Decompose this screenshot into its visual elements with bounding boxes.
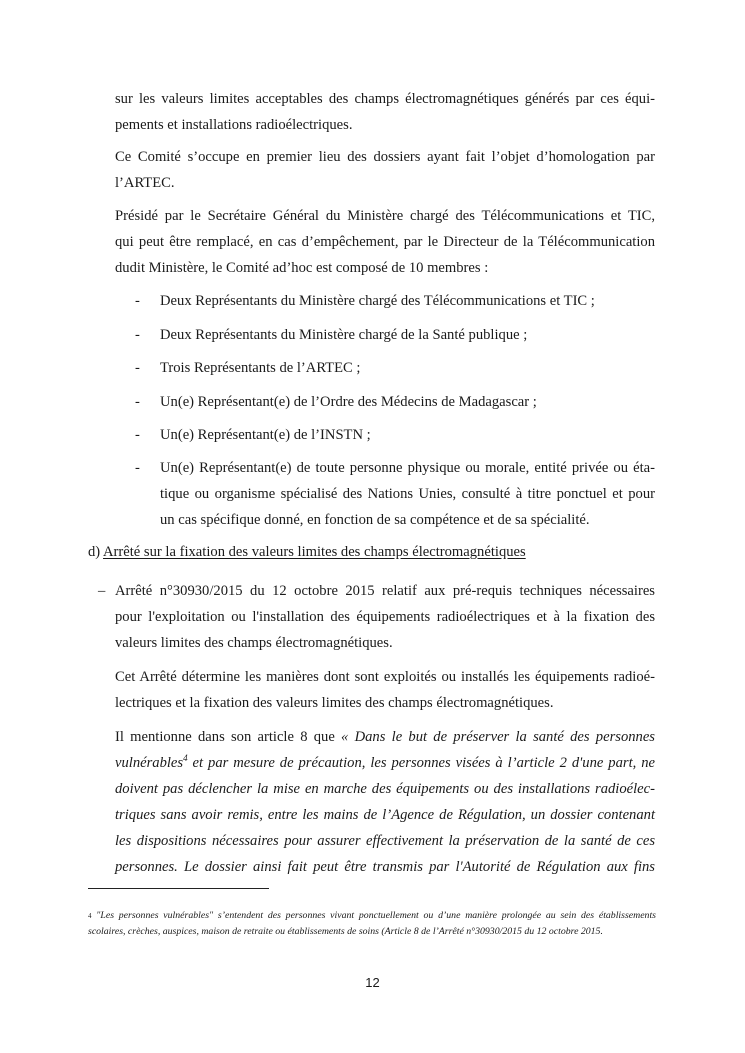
line: Ce Comité s’occupe en premier lieu des dossiers ayant fait l’objet d’homologation par bbox=[115, 149, 655, 165]
footnote-separator bbox=[88, 888, 269, 889]
list-dash: - bbox=[135, 327, 140, 343]
line: sur les valeurs limites acceptables des champs électromagnétiques générés par ces équi- bbox=[115, 91, 655, 107]
paragraph-limits bbox=[115, 86, 655, 138]
quote-text: « Dans le but de préserver la santé des personnes bbox=[341, 729, 655, 745]
line: tique ou organisme spécialisé des Nations Unies, consulté à titre ponctuel et pour bbox=[160, 486, 655, 502]
list-dash: – bbox=[98, 583, 106, 599]
list-dash: - bbox=[135, 460, 140, 476]
list-dash: - bbox=[135, 427, 140, 443]
section-heading bbox=[88, 539, 526, 565]
line: Arrêté n°30930/2015 du 12 octobre 2015 relatif aux pré-requis techniques nécessaires bbox=[115, 583, 655, 599]
text: Il mentionne dans son article 8 que bbox=[115, 729, 342, 745]
line: valeurs limites des champs électromagnétiques. bbox=[115, 635, 393, 651]
line: lectriques et la fixation des valeurs limites des champs électromagnétiques. bbox=[115, 695, 554, 711]
list-item-text: Un(e) Représentant(e) de l’Ordre des Médecins de Madagascar ; bbox=[160, 394, 537, 410]
line: Présidé par le Secrétaire Général du Ministère chargé des Télécommunications et TIC, bbox=[115, 208, 655, 224]
page-number: 12 bbox=[365, 975, 380, 990]
paragraph-composition bbox=[115, 203, 655, 281]
list-item-text: Deux Représentants du Ministère chargé des Télécommunications et TIC ; bbox=[160, 293, 595, 309]
paragraph-article-8 bbox=[115, 724, 655, 880]
quote-text: et par mesure de précaution, les personnes visées à l’article 2 d'une part, ne bbox=[187, 755, 655, 771]
paragraph-arrete-scope bbox=[115, 664, 655, 716]
footnote-mark: 4 bbox=[88, 912, 92, 920]
footnote-reference[interactable]: 4 bbox=[183, 753, 188, 764]
line: dudit Ministère, le Comité ad’hoc est composé de 10 membres : bbox=[115, 260, 489, 276]
footnote-text: "Les personnes vulnérables" s’entendent des personnes vivant ponctuellement ou d’une manière prolongée au sein des établissements scolaires, crèches, auspices, maison de retraite ou établissements de soins (Article 8 de l’Arrêté n°30930/2015 du 12 octobre 2015. bbox=[88, 910, 656, 937]
list-dash: - bbox=[135, 293, 140, 309]
line bbox=[115, 724, 655, 750]
line: Un(e) Représentant(e) de toute personne physique ou morale, entité privée ou éta- bbox=[160, 460, 655, 476]
list-item-text: Un(e) Représentant(e) de l’INSTN ; bbox=[160, 427, 371, 443]
list-item-text bbox=[160, 455, 655, 533]
footnote bbox=[88, 908, 656, 940]
line: personnes. Le dossier ainsi fait peut être transmis par l'Autorité de Régulation aux fins bbox=[115, 859, 655, 875]
quote-text: vulnérables bbox=[115, 755, 184, 771]
line: doivent pas déclencher la mise en marche des équipements ou des installations radioélec- bbox=[115, 781, 655, 797]
line: pements et installations radioélectriques. bbox=[115, 117, 353, 133]
line: un cas spécifique donné, en fonction de sa compétence et de sa spécialité. bbox=[160, 512, 590, 528]
line: pour l'exploitation ou l'installation des équipements radioélectriques et à la fixation des bbox=[115, 609, 655, 625]
line: Cet Arrêté détermine les manières dont sont exploités ou installés les équipements radioé- bbox=[115, 669, 655, 685]
line: qui peut être remplacé, en cas d’empêchement, par le Directeur de la Télécommunication bbox=[115, 234, 655, 250]
line: l’ARTEC. bbox=[115, 175, 175, 191]
section-title: Arrêté sur la fixation des valeurs limites des champs électromagnétiques bbox=[103, 544, 526, 560]
line: les dispositions nécessaires pour assurer effectivement la préservation de la santé de ces bbox=[115, 833, 655, 849]
section-marker: d) bbox=[88, 544, 101, 560]
list-dash: - bbox=[135, 394, 140, 410]
paragraph-arrete-title bbox=[115, 578, 655, 656]
list-item-text: Deux Représentants du Ministère chargé de la Santé publique ; bbox=[160, 327, 528, 343]
paragraph-homologation bbox=[115, 144, 655, 196]
list-dash: - bbox=[135, 360, 140, 376]
line: triques sans avoir remis, entre les mains de l’Agence de Régulation, un dossier contenant bbox=[115, 807, 655, 823]
line bbox=[115, 750, 655, 776]
list-item-text: Trois Représentants de l’ARTEC ; bbox=[160, 360, 361, 376]
